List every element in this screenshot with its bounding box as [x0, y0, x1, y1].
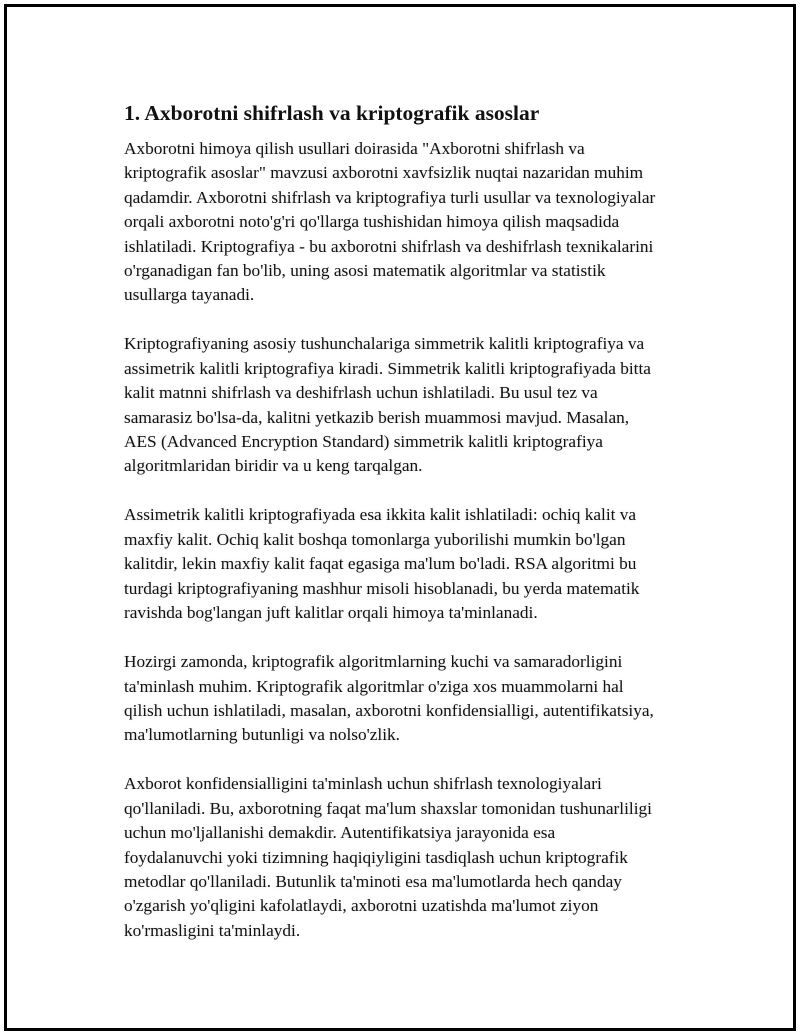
text-line: metodlar qo'llaniladi. Butunlik ta'minoti esa ma'lumotlarda hech qanday — [124, 871, 622, 891]
text-line: Hozirgi zamonda, kriptografik algoritmlarning kuchi va samaradorligini — [124, 652, 623, 672]
paragraph-2 — [124, 332, 704, 478]
text-line: ishlatiladi. Kriptografiya - bu axborotni shifrlash va deshifrlash texnikalarini — [124, 236, 654, 256]
text-line: Axborot konfidensialligini ta'minlash uchun shifrlash texnologiyalari — [124, 774, 602, 794]
text-line: assimetrik kalitli kriptografiya kiradi. Simmetrik kalitli kriptografiyada bitta — [124, 358, 651, 378]
text-line: qilish uchun ishlatiladi, masalan, axborotni konfidensialligi, autentifikatsiya, — [124, 700, 654, 720]
text-line: ta'minlash muhim. Kriptografik algoritmlar o'ziga xos muammolarni hal — [124, 676, 624, 696]
text-line: ravishda bog'langan juft kalitlar orqali himoya ta'minlanadi. — [124, 603, 538, 623]
text-line: orqali axborotni noto'g'ri qo'llarga tushishidan himoya qilish maqsadida — [124, 212, 620, 232]
text-line: o'rganadigan fan bo'lib, uning asosi matematik algoritmlar va statistik — [124, 261, 606, 281]
text-line: Kriptografiyaning asosiy tushunchalariga simmetrik kalitli kriptografiya va — [124, 334, 645, 354]
document-body — [124, 100, 704, 968]
text-line: ma'lumotlarning butunligi va nolso'zlik. — [124, 725, 400, 745]
text-line: algoritmlaridan biridir va u keng tarqalgan. — [124, 456, 423, 476]
text-line: usullarga tayanadi. — [124, 285, 255, 305]
text-line: o'zgarish yo'qligini kafolatlaydi, axborotni uzatishda ma'lumot ziyon — [124, 896, 599, 916]
paragraph-5 — [124, 772, 704, 943]
text-line: samarasiz bo'lsa-da, kalitni yetkazib berish muammosi mavjud. Masalan, — [124, 407, 630, 427]
page-frame — [4, 4, 796, 1031]
text-line: kalit matnni shifrlash va deshifrlash uchun ishlatiladi. Bu usul tez va — [124, 383, 598, 403]
text-line: Assimetrik kalitli kriptografiyada esa ikkita kalit ishlatiladi: ochiq kalit va — [124, 505, 637, 525]
text-line: maxfiy kalit. Ochiq kalit boshqa tomonlarga yuborilishi mumkin bo'lgan — [124, 529, 626, 549]
text-line: qo'llaniladi. Bu, axborotning faqat ma'lum shaxslar tomonidan tushunarliligi — [124, 798, 652, 818]
paragraph-1 — [124, 137, 704, 308]
text-line: foydalanuvchi yoki tizimning haqiqiyligini tasdiqlash uchun kriptografik — [124, 847, 628, 867]
text-line: ko'rmasligini ta'minlaydi. — [124, 920, 301, 940]
section-heading: 1. Axborotni shifrlash va kriptografik asoslar — [124, 101, 540, 125]
text-line: uchun mo'ljallanishi demakdir. Autentifikatsiya jarayonida esa — [124, 823, 556, 843]
paragraph-3 — [124, 503, 704, 625]
text-line: AES (Advanced Encryption Standard) simmetrik kalitli kriptografiya — [124, 432, 603, 452]
text-line: qadamdir. Axborotni shifrlash va kriptografiya turli usullar va texnologiyalar — [124, 187, 656, 207]
text-line: Axborotni himoya qilish usullari doirasida "Axborotni shifrlash va — [124, 139, 585, 158]
text-line: turdagi kriptografiyaning mashhur misoli hisoblanadi, bu yerda matematik — [124, 578, 640, 598]
text-line: kriptografik asoslar" mavzusi axborotni xavfsizlik nuqtai nazaridan muhim — [124, 163, 644, 183]
text-line: kalitdir, lekin maxfiy kalit faqat egasiga ma'lum bo'ladi. RSA algoritmi bu — [124, 554, 637, 574]
paragraph-4 — [124, 650, 704, 748]
